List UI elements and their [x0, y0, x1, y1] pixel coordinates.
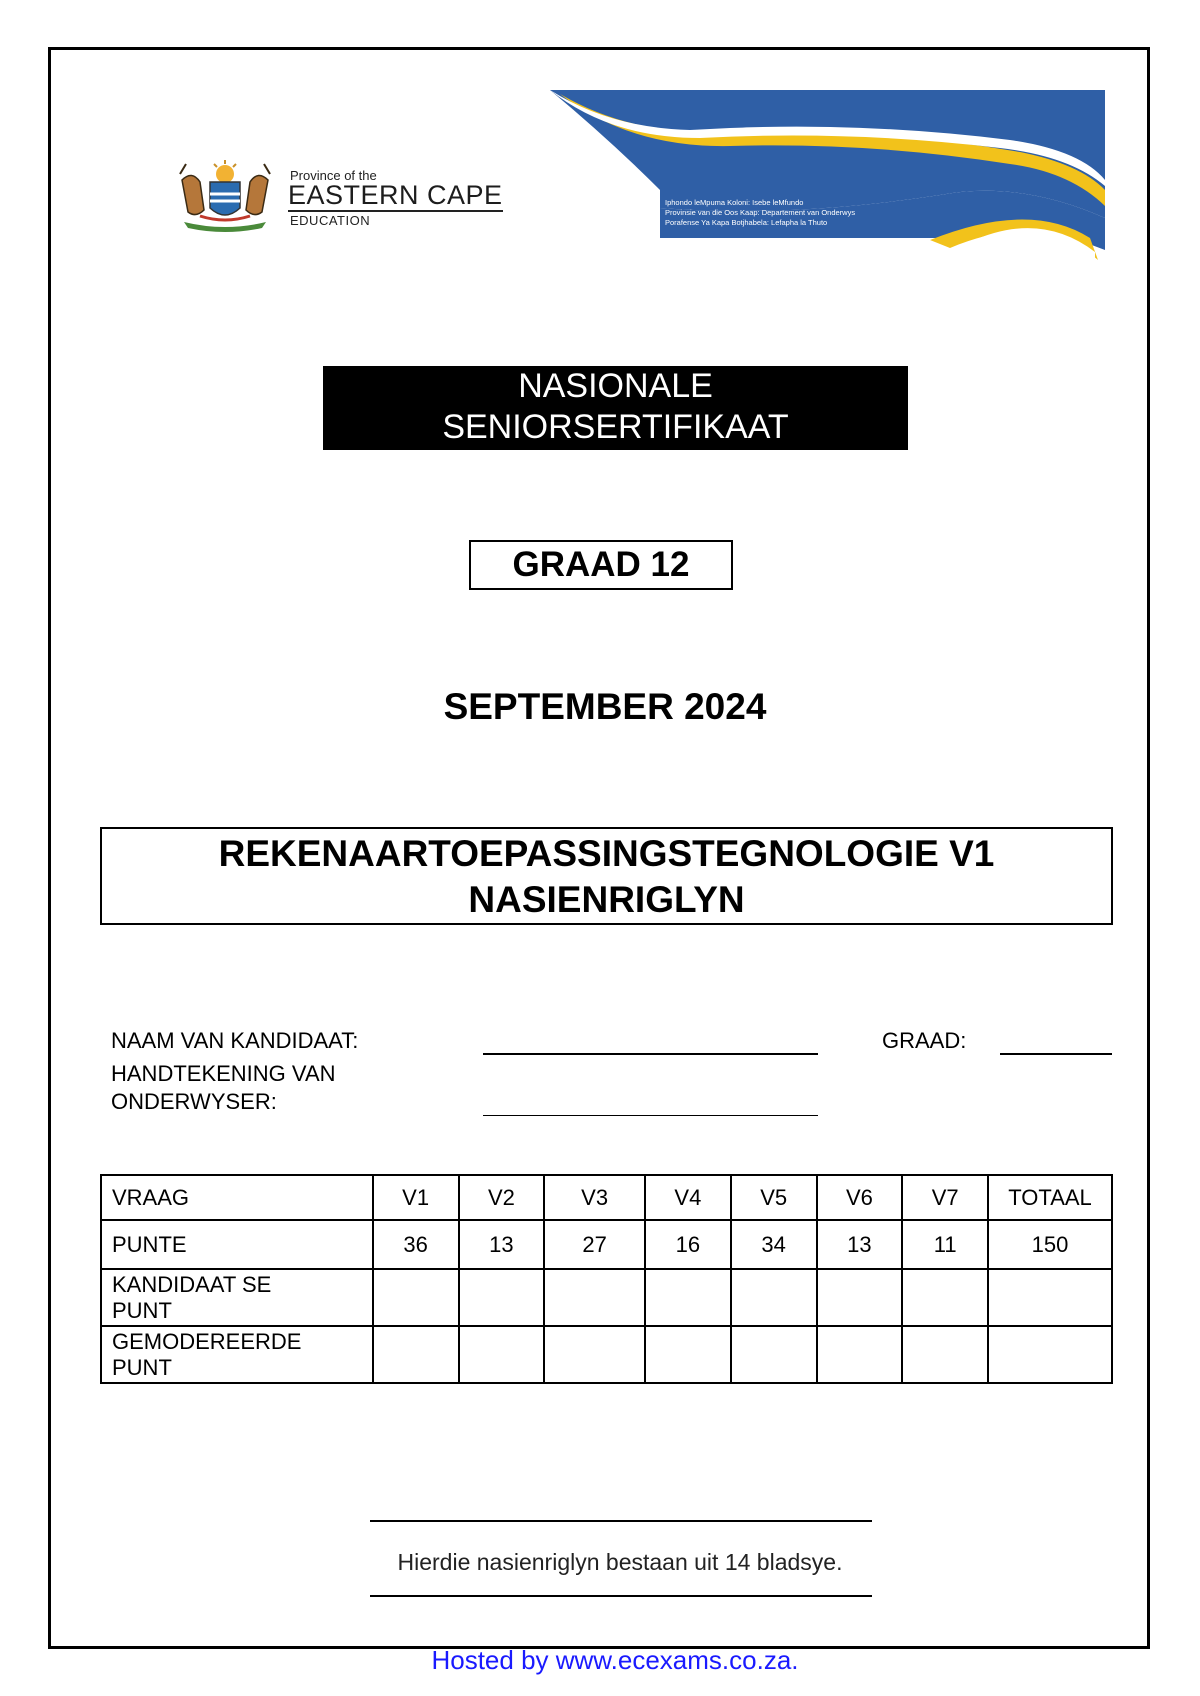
table-row-label-line: KANDIDAAT SE: [112, 1271, 272, 1297]
province-department: EDUCATION: [290, 213, 371, 228]
table-row: [101, 1269, 1112, 1326]
table-entry-cell[interactable]: [645, 1269, 731, 1326]
table-header-cell: V4: [645, 1175, 731, 1220]
table-row-label: [101, 1269, 373, 1326]
hosted-by-link[interactable]: Hosted by www.ecexams.co.za.: [431, 1645, 799, 1675]
table-row-label-line: GEMODEREERDE: [112, 1328, 302, 1354]
subject-title-line2: NASIENRIGLYN: [468, 879, 745, 920]
table-entry-cell[interactable]: [373, 1269, 459, 1326]
footer-divider-bottom: [370, 1595, 872, 1597]
certificate-title-line1: NASIONALE: [518, 367, 713, 405]
table-row-label-line: PUNT: [112, 1354, 172, 1380]
table-entry-cell[interactable]: [459, 1326, 545, 1383]
table-entry-cell[interactable]: [544, 1269, 645, 1326]
teacher-signature-label-line2: ONDERWYSER:: [111, 1089, 277, 1114]
table-cell: 13: [817, 1220, 903, 1269]
grade-field[interactable]: [1000, 1053, 1112, 1055]
table-header-cell: V5: [731, 1175, 817, 1220]
candidate-name-field[interactable]: [483, 1053, 818, 1055]
candidate-name-label: NAAM VAN KANDIDAAT:: [111, 1028, 359, 1053]
table-header-cell: V6: [817, 1175, 903, 1220]
table-entry-cell[interactable]: [988, 1326, 1112, 1383]
table-entry-cell[interactable]: [902, 1269, 988, 1326]
table-row-label: PUNTE: [101, 1220, 373, 1269]
banner-line: Iphondo leMpuma Koloni: Isebe leMfundo: [665, 198, 804, 207]
certificate-title-line2: SENIORSERTIFIKAAT: [442, 408, 789, 446]
table-entry-cell[interactable]: [988, 1269, 1112, 1326]
table-entry-cell[interactable]: [731, 1269, 817, 1326]
grade-label: GRAAD:: [882, 1028, 967, 1053]
table-entry-cell[interactable]: [373, 1326, 459, 1383]
table-entry-cell[interactable]: [544, 1326, 645, 1383]
table-row: [101, 1326, 1112, 1383]
table-cell: 27: [544, 1220, 645, 1269]
table-cell: 34: [731, 1220, 817, 1269]
table-header-cell: V1: [373, 1175, 459, 1220]
table-row-label-line: PUNT: [112, 1297, 172, 1323]
table-row-label: [101, 1326, 373, 1383]
table-cell: 36: [373, 1220, 459, 1269]
page-count-note: Hierdie nasienriglyn bestaan uit 14 bladsye.: [397, 1549, 843, 1575]
table-entry-cell[interactable]: [645, 1326, 731, 1383]
table-cell: 16: [645, 1220, 731, 1269]
header-banner-graphic: [550, 90, 1105, 260]
table-entry-cell[interactable]: [817, 1269, 903, 1326]
marks-table: [100, 1174, 1113, 1384]
subject-title-box: [100, 827, 1113, 925]
table-entry-cell[interactable]: [902, 1326, 988, 1383]
table-entry-cell[interactable]: [459, 1269, 545, 1326]
province-name: EASTERN CAPE: [288, 180, 503, 210]
table-entry-cell[interactable]: [817, 1326, 903, 1383]
table-header-cell: V7: [902, 1175, 988, 1220]
teacher-signature-label: [111, 1060, 336, 1116]
table-header-cell: TOTAAL: [988, 1175, 1112, 1220]
exam-date: SEPTEMBER 2024: [443, 686, 767, 727]
certificate-title-box: [323, 366, 908, 450]
grade-box: GRAAD 12: [469, 540, 733, 590]
banner-line: Porafense Ya Kapa Botjhabela: Lefapha la Thuto: [665, 218, 828, 227]
table-cell: 11: [902, 1220, 988, 1269]
teacher-signature-label-line1: HANDTEKENING VAN: [111, 1061, 336, 1086]
table-header-cell: V3: [544, 1175, 645, 1220]
table-cell: 150: [988, 1220, 1112, 1269]
banner-department-text: [665, 198, 855, 228]
table-row: [101, 1220, 1112, 1269]
coat-of-arms-logo: [170, 160, 280, 232]
table-row: [101, 1175, 1112, 1220]
footer-divider-top: [370, 1520, 872, 1522]
table-header-cell: V2: [459, 1175, 545, 1220]
table-row-label: VRAAG: [101, 1175, 373, 1220]
banner-line: Provinsie van die Oos Kaap: Departement van Onderwys: [665, 208, 856, 217]
province-small-text: Province of the: [290, 168, 377, 183]
teacher-signature-field[interactable]: [483, 1115, 818, 1116]
subject-title-line1: REKENAARTOEPASSINGSTEGNOLOGIE V1: [218, 833, 995, 874]
table-entry-cell[interactable]: [731, 1326, 817, 1383]
table-cell: 13: [459, 1220, 545, 1269]
